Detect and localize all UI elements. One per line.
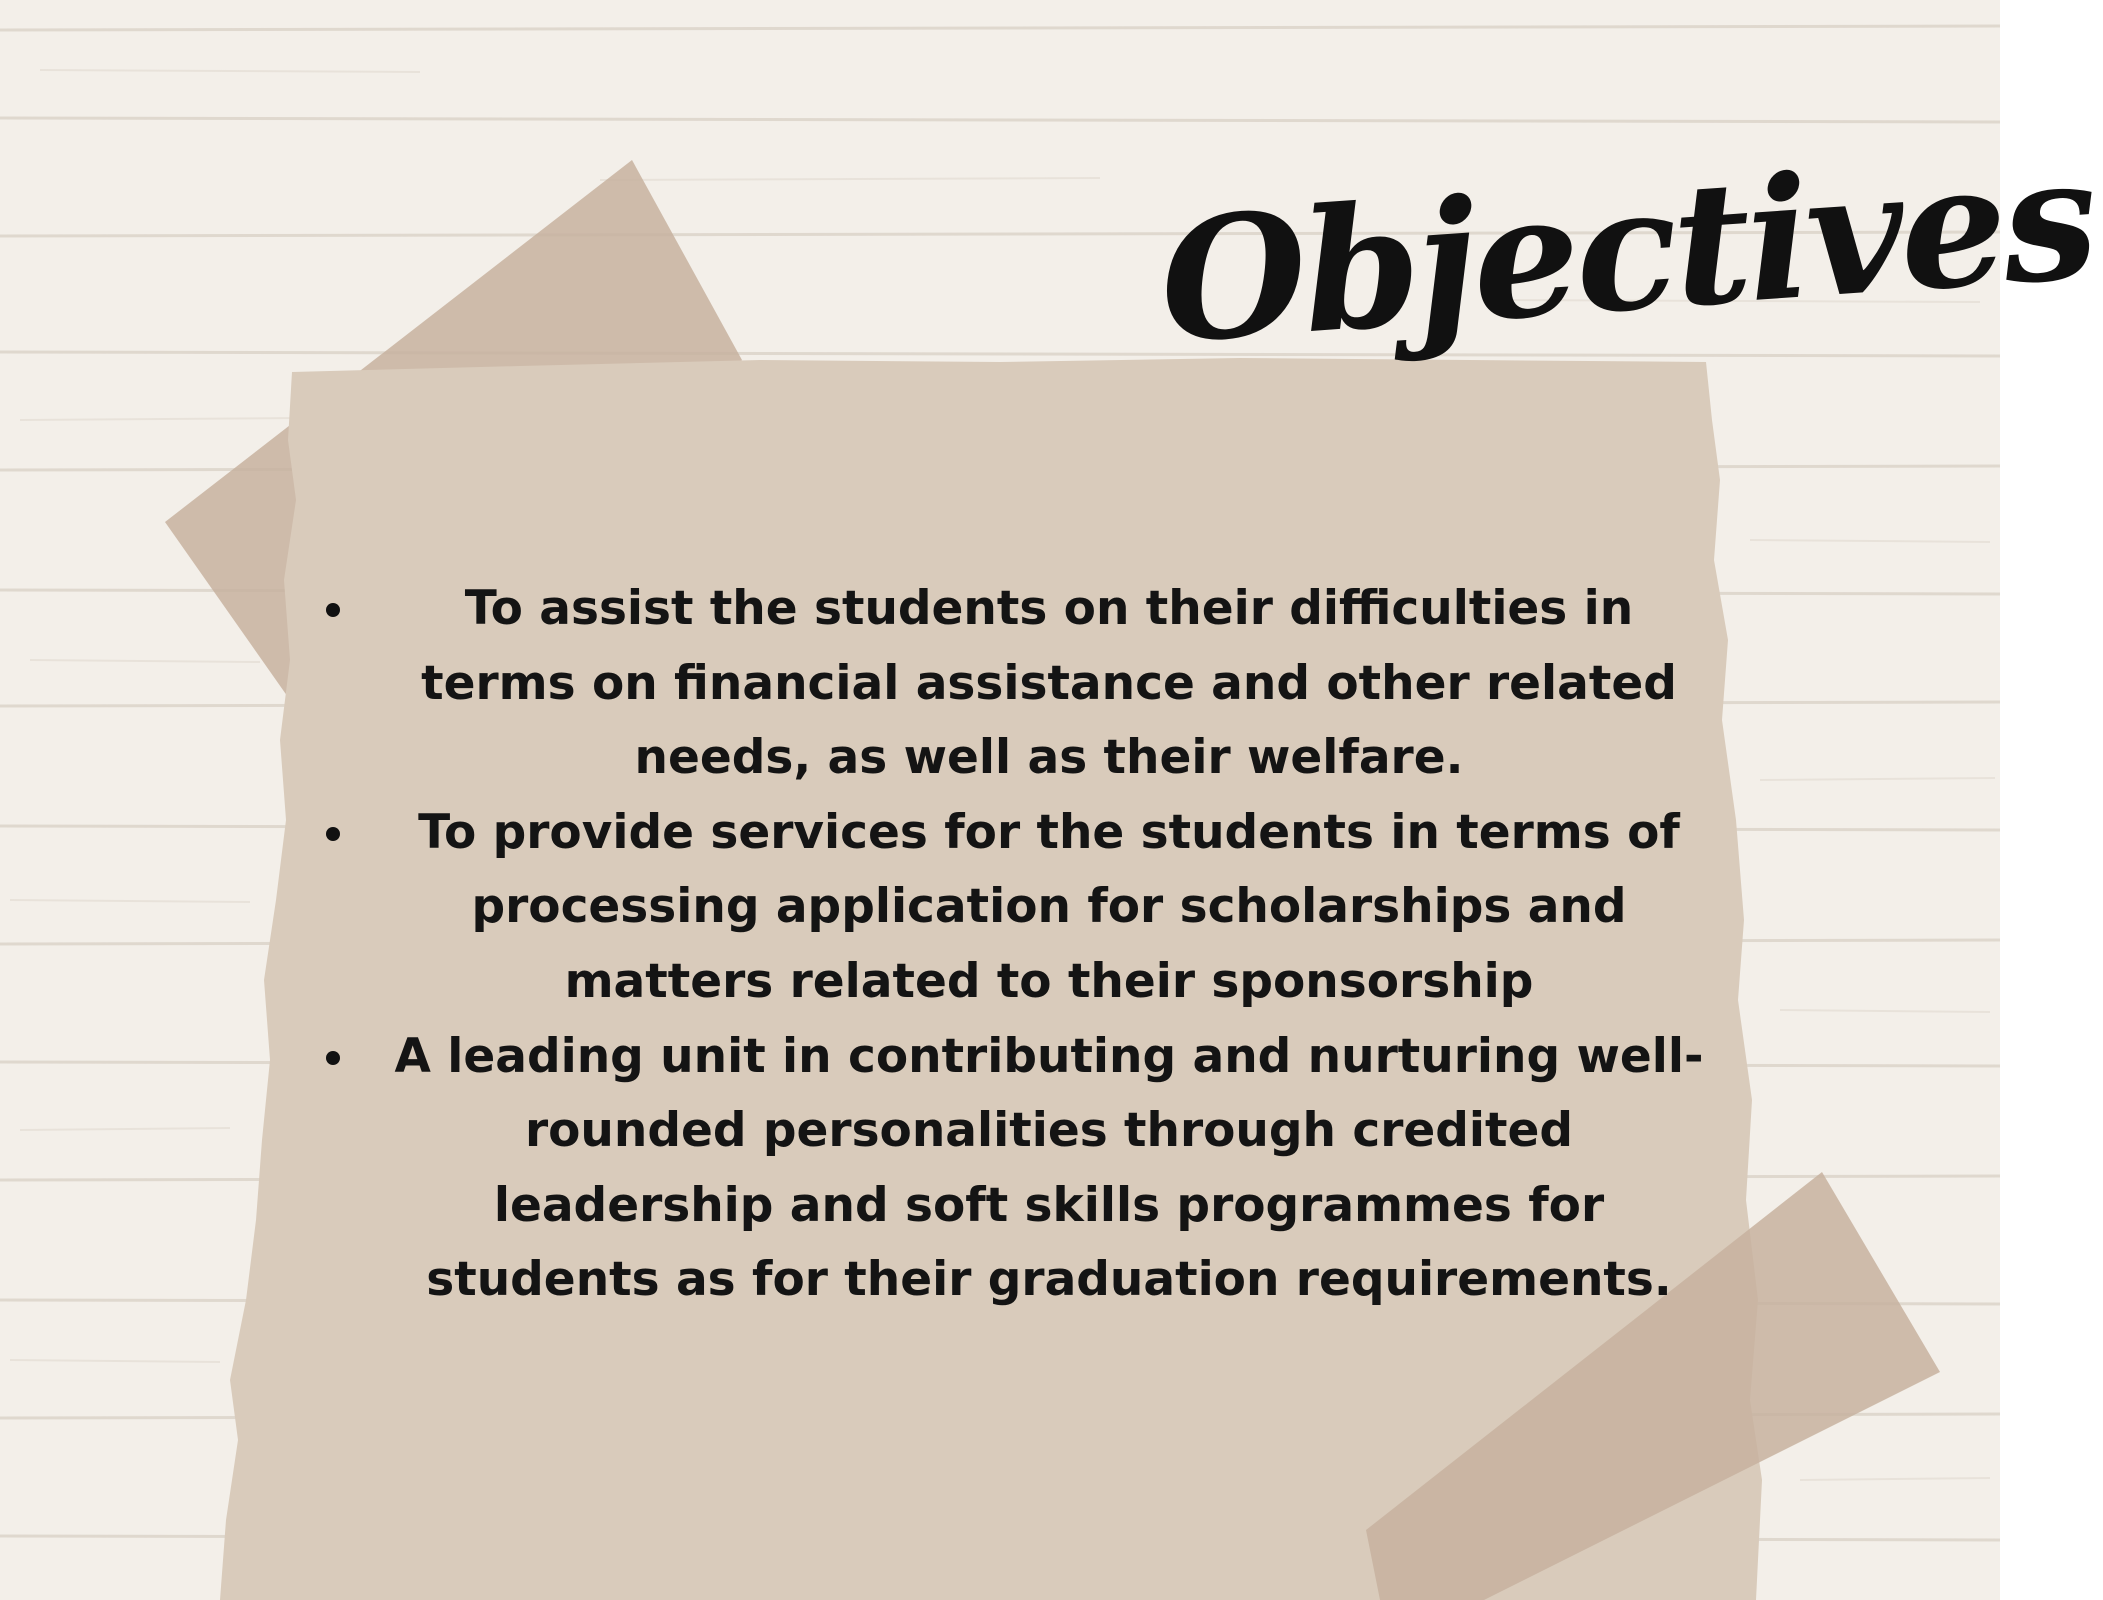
objective-item (320, 1020, 1710, 1318)
bullet-icon (326, 603, 340, 617)
objective-text: To provide services for the students in terms of processing application for scholarships and matters related to their sponsorship (418, 804, 1680, 1009)
objective-item (320, 572, 1710, 796)
objectives-title: Objectives (1153, 118, 2100, 382)
objectives-list (320, 572, 1710, 1318)
objective-text: A leading unit in contributing and nurturing well-rounded personalities through credited leadership and soft skills programmes for students as for their graduation requirements. (394, 1028, 1704, 1308)
objective-item (320, 796, 1710, 1020)
bullet-icon (326, 827, 340, 841)
objective-text: To assist the students on their difficulties in terms on financial assistance and other related needs, as well as their welfare. (421, 581, 1677, 786)
bullet-icon (326, 1051, 340, 1065)
